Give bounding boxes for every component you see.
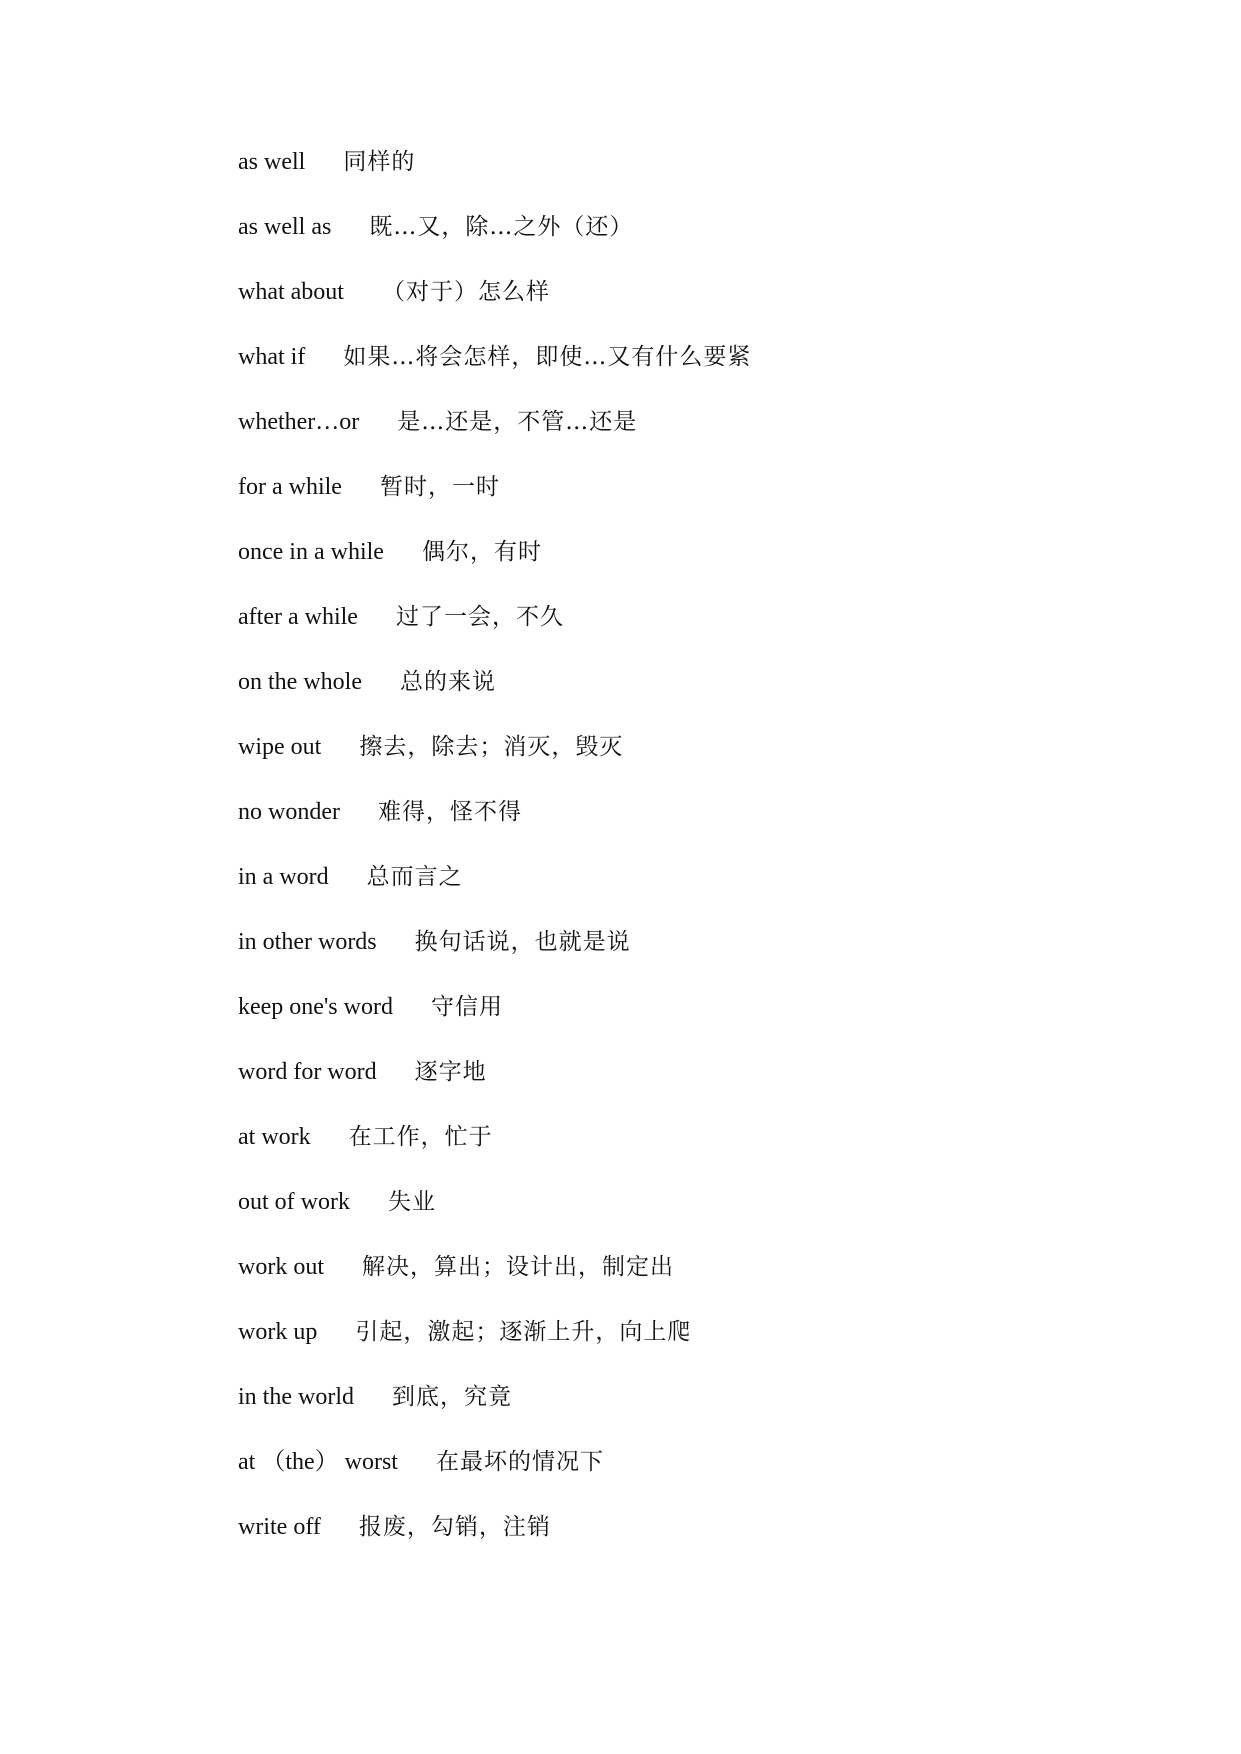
phrase-text: once in a while [238, 539, 384, 565]
phrase-text: keep one's word [238, 994, 393, 1020]
meaning-text: 总的来说 [399, 669, 496, 695]
list-item [238, 1120, 1138, 1185]
list-item [238, 1445, 1138, 1510]
meaning-text: 擦去，除去；消灭，毁灭 [359, 734, 624, 760]
list-item [238, 340, 1138, 405]
list-item [238, 665, 1138, 730]
phrase-text: whether…or [238, 409, 360, 435]
list-item [238, 535, 1138, 600]
meaning-text: 偶尔，有时 [421, 539, 542, 565]
list-item [238, 990, 1138, 1055]
meaning-text: 既…又，除…之外（还） [369, 214, 634, 240]
list-item [238, 1250, 1138, 1315]
phrase-text: after a while [238, 604, 358, 630]
list-item [238, 925, 1138, 990]
meaning-text: （对于）怎么样 [381, 279, 550, 305]
meaning-text: 是…还是，不管…还是 [397, 409, 638, 435]
meaning-text: 在工作，忙于 [348, 1124, 493, 1150]
phrase-text: wipe out [238, 734, 322, 760]
phrase-text: at work [238, 1124, 311, 1150]
phrase-text: write off [238, 1514, 321, 1540]
meaning-text: 暂时，一时 [379, 474, 500, 500]
meaning-text: 失业 [387, 1189, 436, 1215]
list-item [238, 210, 1138, 275]
list-item [238, 1055, 1138, 1120]
list-item [238, 795, 1138, 860]
meaning-text: 解决，算出；设计出，制定出 [362, 1254, 674, 1280]
phrase-text: in other words [238, 929, 377, 955]
list-item [238, 1510, 1138, 1575]
meaning-text: 总而言之 [366, 864, 463, 890]
phrase-text: for a while [238, 474, 342, 500]
phrase-text: in the world [238, 1384, 354, 1410]
meaning-text: 换句话说，也就是说 [414, 929, 631, 955]
phrase-text: no wonder [238, 799, 340, 825]
list-item [238, 600, 1138, 665]
list-item [238, 1315, 1138, 1380]
phrase-text: what if [238, 344, 306, 370]
phrase-text: as well [238, 149, 306, 175]
meaning-text: 如果…将会怎样，即使…又有什么要紧 [343, 344, 752, 370]
meaning-text: 引起，激起；逐渐上升，向上爬 [355, 1319, 692, 1345]
list-item [238, 860, 1138, 925]
phrase-text: word for word [238, 1059, 377, 1085]
list-item [238, 145, 1138, 210]
list-item [238, 1185, 1138, 1250]
meaning-text: 到底，究竟 [391, 1384, 512, 1410]
list-item [238, 1380, 1138, 1445]
meaning-text: 逐字地 [414, 1059, 487, 1085]
meaning-text: 过了一会，不久 [395, 604, 564, 630]
phrase-text: as well as [238, 214, 332, 240]
phrase-text: work up [238, 1319, 318, 1345]
phrase-text: out of work [238, 1189, 350, 1215]
phrase-text: at （the） worst [238, 1449, 398, 1475]
meaning-text: 难得，怪不得 [377, 799, 522, 825]
phrase-list [238, 145, 1138, 1575]
phrase-text: work out [238, 1254, 324, 1280]
phrase-text: in a word [238, 864, 329, 890]
phrase-text: on the whole [238, 669, 362, 695]
phrase-text: what about [238, 279, 344, 305]
meaning-text: 同样的 [343, 149, 416, 175]
list-item [238, 275, 1138, 340]
list-item [238, 405, 1138, 470]
meaning-text: 在最坏的情况下 [435, 1449, 604, 1475]
list-item [238, 730, 1138, 795]
meaning-text: 报废，勾销，注销 [358, 1514, 551, 1540]
meaning-text: 守信用 [430, 994, 503, 1020]
list-item [238, 470, 1138, 535]
